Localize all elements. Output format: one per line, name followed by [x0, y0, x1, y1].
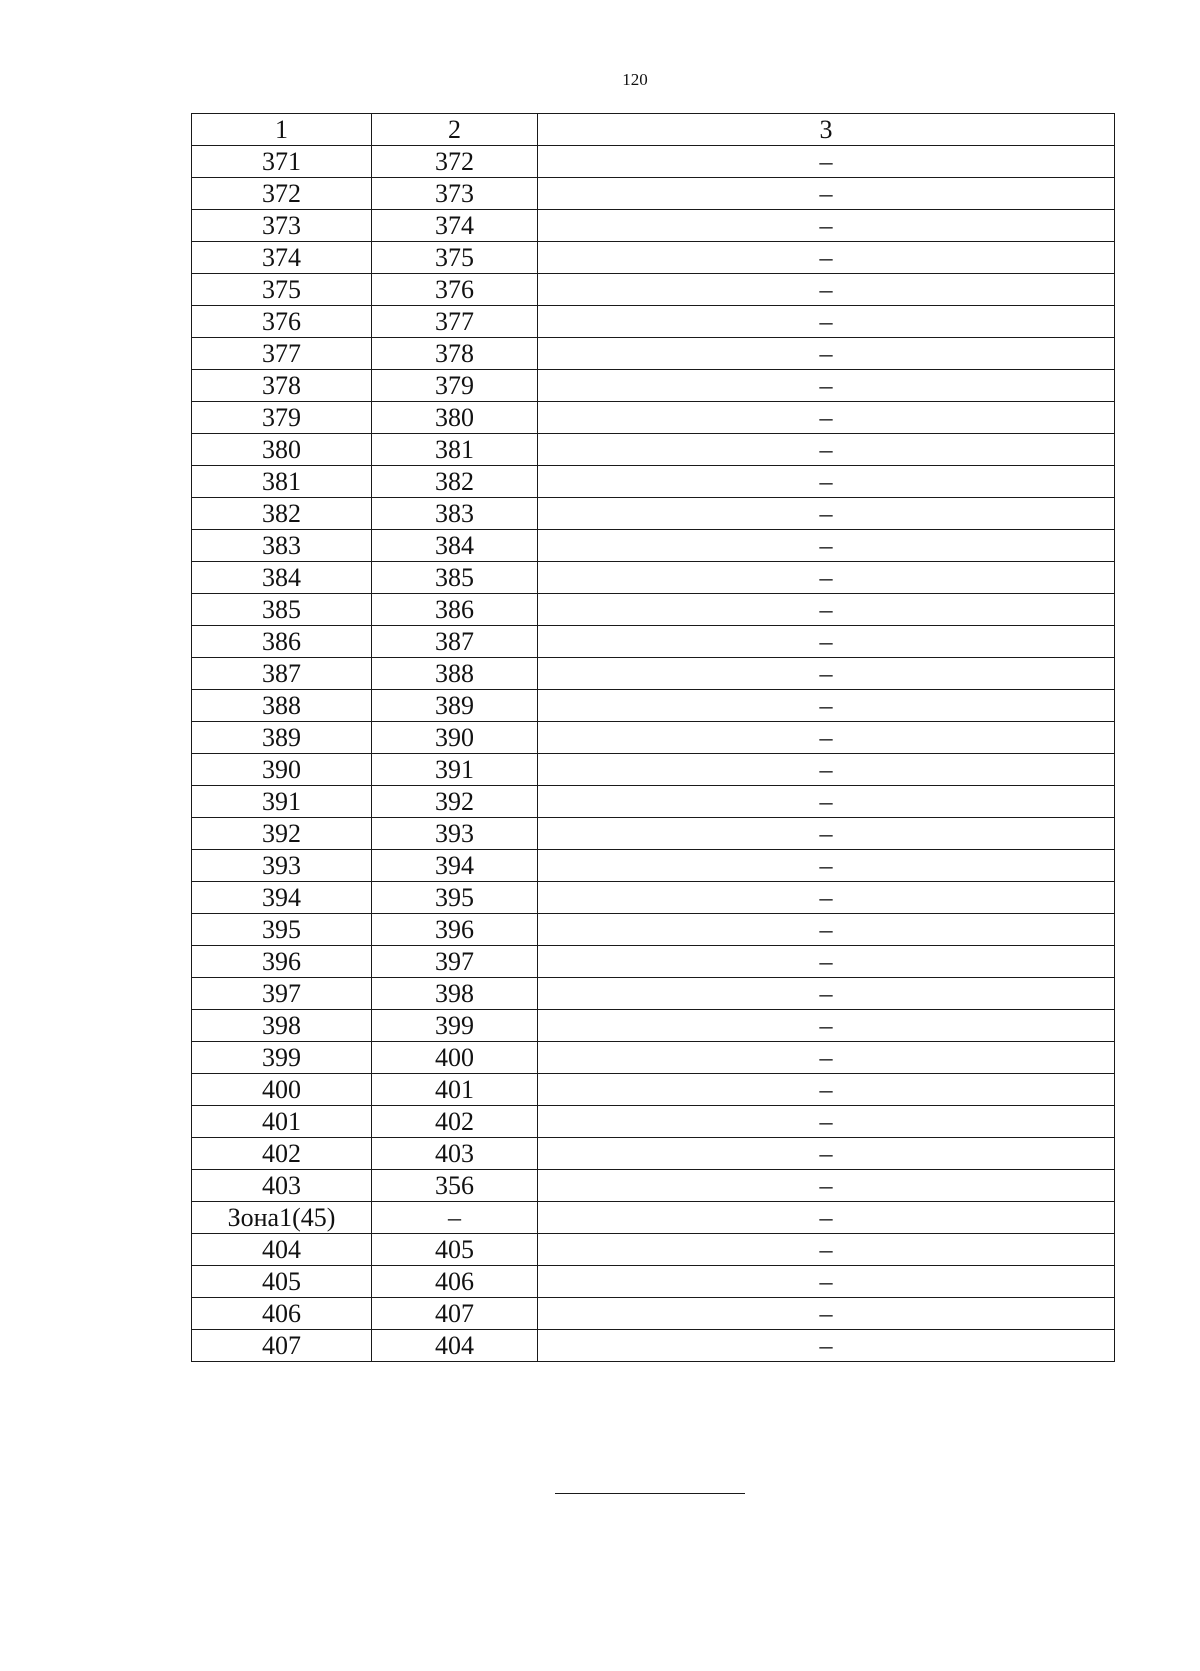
table-row — [192, 882, 1115, 914]
table-row — [192, 594, 1115, 626]
table-cell-col-1: 400 — [192, 1074, 372, 1106]
table-cell-col-1: 386 — [192, 626, 372, 658]
table-cell-col-1: 402 — [192, 1138, 372, 1170]
table-cell-col-1: 404 — [192, 1234, 372, 1266]
table-cell-col-2: 401 — [372, 1074, 538, 1106]
table-cell-col-2: 391 — [372, 754, 538, 786]
table-cell-col-1: 372 — [192, 178, 372, 210]
table-cell-col-2: 404 — [372, 1330, 538, 1362]
table-cell-col-1: 376 — [192, 306, 372, 338]
table-cell-col-3: – — [538, 626, 1115, 658]
table-cell-col-1: 388 — [192, 690, 372, 722]
table-row — [192, 690, 1115, 722]
table-cell-col-2: 393 — [372, 818, 538, 850]
table-cell-col-3: – — [538, 210, 1115, 242]
table-row — [192, 818, 1115, 850]
table-cell-col-3: – — [538, 594, 1115, 626]
table-row — [192, 626, 1115, 658]
table-row — [192, 466, 1115, 498]
table-cell-col-2: 381 — [372, 434, 538, 466]
table-cell-col-1: 380 — [192, 434, 372, 466]
table-row — [192, 434, 1115, 466]
table-cell-col-3: – — [538, 1010, 1115, 1042]
table-cell-col-3: – — [538, 146, 1115, 178]
table-cell-col-2: 372 — [372, 146, 538, 178]
table-cell-col-1: 396 — [192, 946, 372, 978]
table-cell-col-1: 375 — [192, 274, 372, 306]
table-cell-col-2: – — [372, 1202, 538, 1234]
table-cell-col-3: – — [538, 562, 1115, 594]
table-cell-col-1: 390 — [192, 754, 372, 786]
table-cell-col-3: – — [538, 1170, 1115, 1202]
table-cell-col-3: – — [538, 338, 1115, 370]
table-cell-col-1: 387 — [192, 658, 372, 690]
coordinates-table — [191, 113, 1115, 1362]
table-cell-col-3: – — [538, 242, 1115, 274]
table-row — [192, 562, 1115, 594]
table-cell-col-3: – — [538, 914, 1115, 946]
table-cell-col-3: – — [538, 850, 1115, 882]
table-cell-col-2: 397 — [372, 946, 538, 978]
table-cell-col-2: 400 — [372, 1042, 538, 1074]
table-cell-col-2: 383 — [372, 498, 538, 530]
table-cell-col-1: 398 — [192, 1010, 372, 1042]
table-row — [192, 306, 1115, 338]
table-cell-col-3: – — [538, 1202, 1115, 1234]
table-cell-col-2: 382 — [372, 466, 538, 498]
table-cell-col-1: 391 — [192, 786, 372, 818]
table-cell-col-1: 379 — [192, 402, 372, 434]
table-cell-col-3: – — [538, 1266, 1115, 1298]
table-row — [192, 1010, 1115, 1042]
table-row — [192, 850, 1115, 882]
table-cell-col-3: – — [538, 882, 1115, 914]
table-cell-col-3: – — [538, 1074, 1115, 1106]
table-cell-col-3: – — [538, 370, 1115, 402]
table-cell-col-3: – — [538, 274, 1115, 306]
table-cell-col-3: – — [538, 498, 1115, 530]
table-cell-col-2: 376 — [372, 274, 538, 306]
table-cell-col-3: – — [538, 1106, 1115, 1138]
table-cell-col-1: 403 — [192, 1170, 372, 1202]
table-row — [192, 370, 1115, 402]
table-cell-col-2: 407 — [372, 1298, 538, 1330]
table-cell-col-2: 396 — [372, 914, 538, 946]
table-cell-col-2: 392 — [372, 786, 538, 818]
table-cell-col-1: 384 — [192, 562, 372, 594]
table-cell-col-3: – — [538, 690, 1115, 722]
table-cell-col-2: 380 — [372, 402, 538, 434]
table-row — [192, 1234, 1115, 1266]
table-row — [192, 530, 1115, 562]
table-cell-col-2: 385 — [372, 562, 538, 594]
table-cell-col-3: – — [538, 466, 1115, 498]
table-cell-col-1: 381 — [192, 466, 372, 498]
table-row — [192, 978, 1115, 1010]
table-cell-col-2: 399 — [372, 1010, 538, 1042]
table-row — [192, 178, 1115, 210]
table-cell-col-1: 397 — [192, 978, 372, 1010]
table-cell-col-2: 395 — [372, 882, 538, 914]
table-cell-col-1: 399 — [192, 1042, 372, 1074]
table-row — [192, 1074, 1115, 1106]
table-cell-col-1: 377 — [192, 338, 372, 370]
table-cell-col-2: 374 — [372, 210, 538, 242]
table-cell-col-2: 403 — [372, 1138, 538, 1170]
table-cell-col-1: Зона1(45) — [192, 1202, 372, 1234]
table-cell-col-3: – — [538, 722, 1115, 754]
table-cell-col-1: 385 — [192, 594, 372, 626]
table-row — [192, 786, 1115, 818]
table-row — [192, 274, 1115, 306]
table-cell-col-2: 356 — [372, 1170, 538, 1202]
table-cell-col-2: 384 — [372, 530, 538, 562]
table-cell-col-3: – — [538, 1234, 1115, 1266]
table-row — [192, 722, 1115, 754]
table-cell-col-1: 394 — [192, 882, 372, 914]
table-cell-col-3: – — [538, 1298, 1115, 1330]
table-cell-col-2: 379 — [372, 370, 538, 402]
table-cell-col-2: 388 — [372, 658, 538, 690]
table-cell-col-3: – — [538, 178, 1115, 210]
table-cell-col-1: 382 — [192, 498, 372, 530]
table-cell-col-1: 393 — [192, 850, 372, 882]
table-row — [192, 498, 1115, 530]
page-number: 120 — [622, 70, 648, 89]
table-cell-col-2: 378 — [372, 338, 538, 370]
table-row — [192, 754, 1115, 786]
header-cell-2: 2 — [372, 114, 538, 146]
table-row — [192, 946, 1115, 978]
table-cell-col-3: – — [538, 978, 1115, 1010]
table-cell-col-2: 402 — [372, 1106, 538, 1138]
table-row — [192, 338, 1115, 370]
table-cell-col-3: – — [538, 402, 1115, 434]
table-row — [192, 210, 1115, 242]
table-row — [192, 146, 1115, 178]
table-cell-col-2: 387 — [372, 626, 538, 658]
table-cell-col-3: – — [538, 658, 1115, 690]
table-row — [192, 1266, 1115, 1298]
table-row — [192, 1330, 1115, 1362]
table-cell-col-1: 378 — [192, 370, 372, 402]
table-cell-col-3: – — [538, 754, 1115, 786]
table-cell-col-2: 375 — [372, 242, 538, 274]
table-cell-col-1: 401 — [192, 1106, 372, 1138]
table-row — [192, 1298, 1115, 1330]
header-cell-1: 1 — [192, 114, 372, 146]
table-row — [192, 1170, 1115, 1202]
table-cell-col-1: 395 — [192, 914, 372, 946]
table-cell-col-3: – — [538, 786, 1115, 818]
table-row — [192, 1202, 1115, 1234]
table-row — [192, 402, 1115, 434]
table-cell-col-3: – — [538, 946, 1115, 978]
table-cell-col-2: 389 — [372, 690, 538, 722]
table-cell-col-3: – — [538, 530, 1115, 562]
table-body — [192, 114, 1115, 1362]
table-cell-col-1: 374 — [192, 242, 372, 274]
table-cell-col-2: 406 — [372, 1266, 538, 1298]
table-cell-col-3: – — [538, 1138, 1115, 1170]
table-cell-col-1: 371 — [192, 146, 372, 178]
table-cell-col-1: 407 — [192, 1330, 372, 1362]
table-cell-col-1: 392 — [192, 818, 372, 850]
table-row — [192, 1042, 1115, 1074]
table-cell-col-1: 373 — [192, 210, 372, 242]
table-cell-col-1: 406 — [192, 1298, 372, 1330]
table-cell-col-3: – — [538, 434, 1115, 466]
table-row — [192, 1106, 1115, 1138]
table-row — [192, 1138, 1115, 1170]
table-cell-col-3: – — [538, 306, 1115, 338]
table-cell-col-3: – — [538, 818, 1115, 850]
table-cell-col-2: 386 — [372, 594, 538, 626]
table-cell-col-1: 389 — [192, 722, 372, 754]
footer-rule — [555, 1493, 745, 1494]
table-cell-col-2: 398 — [372, 978, 538, 1010]
table-row — [192, 242, 1115, 274]
table-cell-col-2: 373 — [372, 178, 538, 210]
table-cell-col-1: 405 — [192, 1266, 372, 1298]
header-cell-3: 3 — [538, 114, 1115, 146]
table-cell-col-3: – — [538, 1330, 1115, 1362]
table-cell-col-2: 377 — [372, 306, 538, 338]
table-cell-col-2: 405 — [372, 1234, 538, 1266]
table-cell-col-1: 383 — [192, 530, 372, 562]
table-header-row — [192, 114, 1115, 146]
table-cell-col-2: 390 — [372, 722, 538, 754]
table-row — [192, 914, 1115, 946]
table-row — [192, 658, 1115, 690]
table-cell-col-3: – — [538, 1042, 1115, 1074]
table-cell-col-2: 394 — [372, 850, 538, 882]
